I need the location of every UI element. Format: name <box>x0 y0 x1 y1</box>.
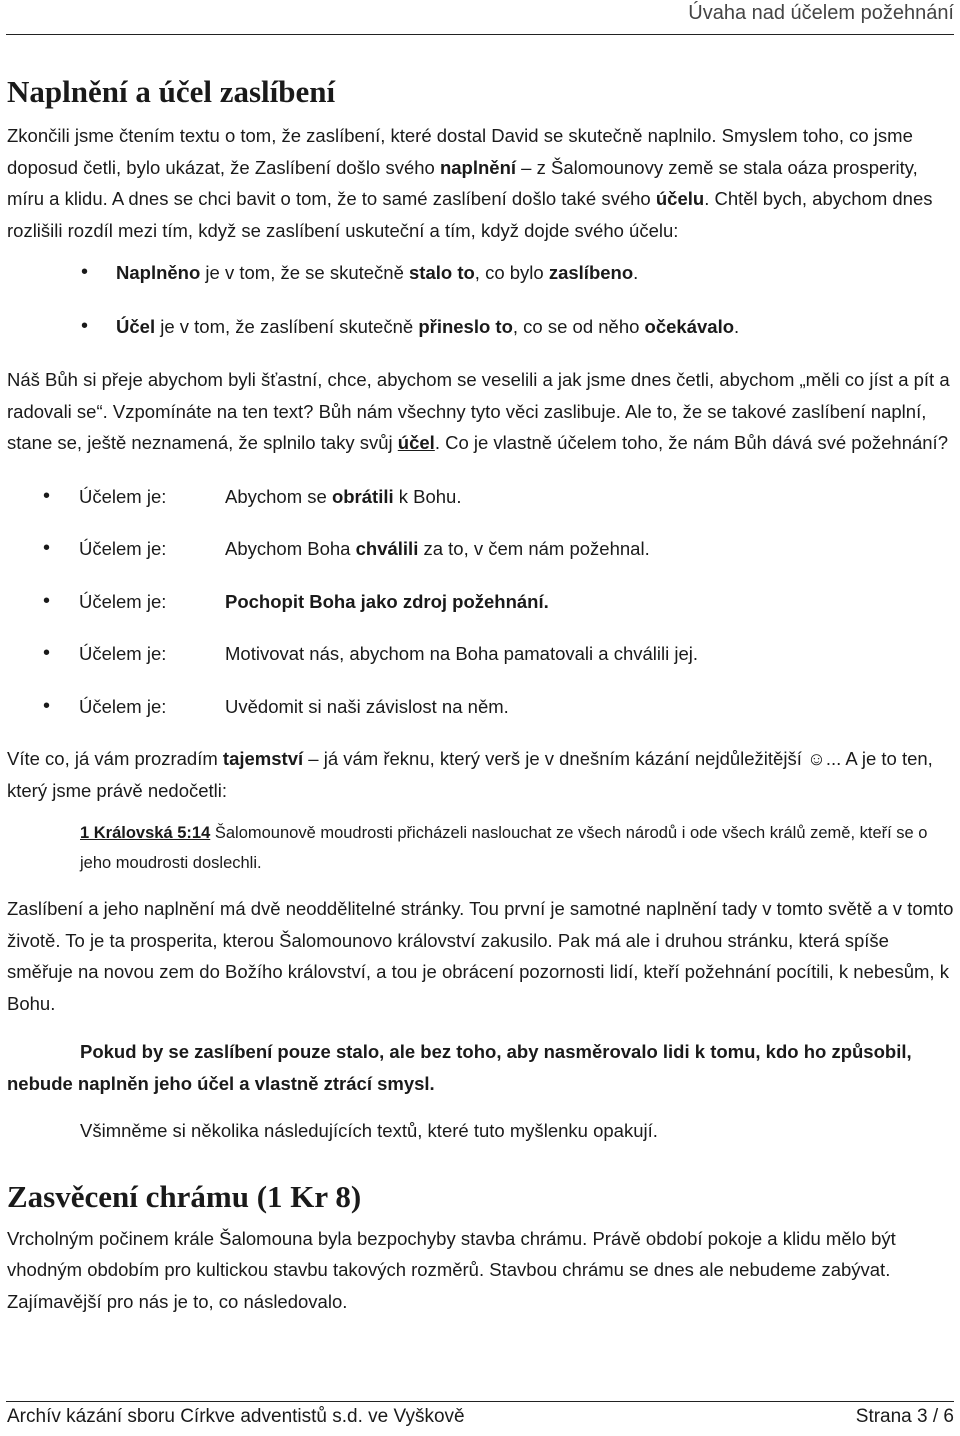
text-run: , co se od něho <box>512 315 645 337</box>
bold-term: tajemství <box>222 748 304 769</box>
bold-term: obrátili <box>331 485 394 507</box>
list-item <box>7 533 954 565</box>
running-header: Úvaha nad účelem požehnání <box>688 2 954 24</box>
header-rule <box>6 34 954 35</box>
section-heading-fulfillment: Naplnění a účel zaslíbení <box>7 74 336 109</box>
list-item <box>7 311 954 343</box>
bold-statement: Pokud by se zaslíbení pouze stalo, ale bez toho, aby nasměrovalo lidi k tomu, kdo ho způsobil, nebude naplněn jeho účel a vlastně ztrácí smysl. <box>7 1041 912 1094</box>
text-run: . <box>633 262 639 283</box>
text-run: je v tom, že se skutečně <box>200 262 410 283</box>
bold-term: Naplněno <box>116 262 201 283</box>
list-item <box>7 481 954 513</box>
text-run: . <box>734 315 740 337</box>
paragraph-following-texts: Všimněme si několika následujících textů, které tuto myšlenku opakují. <box>80 1120 658 1141</box>
bible-quote <box>80 818 954 878</box>
purpose-label: Účelem je: <box>79 538 167 559</box>
bold-term: Pochopit Boha jako zdroj požehnání. <box>225 590 549 612</box>
footer-archive-label: Archív kázání sboru Církve adventistů s.d. ve Vyškově <box>7 1406 465 1427</box>
verse-text: Šalomounově moudrosti přicházeli naslouchat ze všech národů i ode všech králů země, kteří se o jeho moudrosti doslechli. <box>80 824 928 872</box>
purpose-label: Účelem je: <box>79 643 167 664</box>
purpose-label: Účelem je: <box>79 485 167 507</box>
text-run: , co bylo <box>474 262 549 283</box>
text-run: za to, v čem nám požehnal. <box>418 538 650 559</box>
bold-underlined-term: účel <box>397 432 435 453</box>
paragraph-secret <box>7 743 954 806</box>
bold-term: Účel <box>116 315 156 337</box>
footer-rule <box>6 1401 954 1402</box>
text-run: Motivovat nás, abychom na Boha pamatovali a chválili jej. <box>225 643 699 664</box>
verse-reference: 1 Královská 5:14 <box>80 824 211 842</box>
bold-term: chválili <box>355 538 419 559</box>
purpose-label: Účelem je: <box>79 590 167 612</box>
bold-term: naplnění <box>439 156 517 178</box>
text-run: je v tom, že zaslíbení skutečně <box>155 315 419 337</box>
purpose-list <box>7 481 954 723</box>
bold-term: přineslo to <box>418 315 513 337</box>
list-item <box>7 586 954 618</box>
text-run: . Co je vlastně účelem toho, že nám Bůh dává své požehnání? <box>434 432 948 453</box>
text-run: Abychom Boha <box>225 538 356 559</box>
list-item <box>7 638 954 670</box>
text-run: Víte co, já vám prozradím <box>7 748 223 769</box>
intro-paragraph <box>7 120 954 246</box>
text-run: Náš Bůh si přeje abychom byli šťastní, chce, abychom se veselili a jak jsme dnes četli, abychom „měli co jíst a pít a radovali se“. Vzpomínáte na ten text? Bůh nám všechny tyto věci zaslibuje. Ale to, že se takové zaslíbení naplní, stane se, ještě neznamená, že splnilo taky svůj <box>7 369 950 453</box>
list-item <box>7 691 954 723</box>
paragraph-two-sides: Zaslíbení a jeho naplnění má dvě neoddělitelné stránky. Tou první je samotné naplnění tady v tomto světě a v tomto životě. To je ta prosperita, kterou Šalomounovo království zakusilo. Pak má ale i druhou stránku, která spíše směřuje na novou zem do Božího království, a tou je obrácení pozornosti lidí, kteří požehnání pocítili, k nebesům, k Bohu. <box>7 898 954 1014</box>
bold-term: zaslíbeno <box>548 262 634 283</box>
page-content <box>7 72 954 1317</box>
text-run: k Bohu. <box>393 485 462 507</box>
section-heading-temple: Zasvěcení chrámu (1 Kr 8) <box>7 1178 362 1214</box>
text-run: . Chtěl bych, abychom dnes rozlišili rozdíl mezi tím, když se zaslíbení uskuteční a tím, když dojde svého účelu: <box>7 188 933 241</box>
text-run: Uvědomit si naši závislost na něm. <box>225 695 509 717</box>
definition-list <box>7 257 954 342</box>
purpose-label: Účelem je: <box>79 695 167 717</box>
paragraph-purpose-question <box>7 364 954 459</box>
bold-term: účelu <box>655 188 705 209</box>
bold-term: očekávalo <box>644 315 735 337</box>
text-run: Zkončili jsme čtením textu o tom, že zaslíbení, které dostal David se skutečně naplnilo. Smyslem toho, co jsme doposud četli, bylo ukázat, že Zaslíbení došlo svého <box>7 125 913 178</box>
list-item <box>7 257 954 289</box>
text-run: – já vám řeknu, který verš je v dnešním kázání nejdůležitější ☺... A je to ten, který jsme právě nedočetli: <box>7 748 933 801</box>
text-run: Abychom se <box>225 485 332 507</box>
bold-term: stalo to <box>409 262 475 283</box>
paragraph-temple: Vrcholným počinem krále Šalomouna byla bezpochyby stavba chrámu. Právě období pokoje a klidu mělo být vhodným obdobím pro kultickou stavbu takových rozměrů. Stavbou chrámu se dnes ale nebudeme zabývat. Zajímavější pro nás je to, co následovalo. <box>7 1227 896 1312</box>
paragraph-emphasis <box>7 1036 954 1099</box>
page-number: Strana 3 / 6 <box>855 1406 954 1427</box>
text-run: – z Šalomounovy země se stala oáza prosperity, míru a klidu. A dnes se chci bavit o tom, že to samé zaslíbení došlo také svého <box>7 156 918 209</box>
